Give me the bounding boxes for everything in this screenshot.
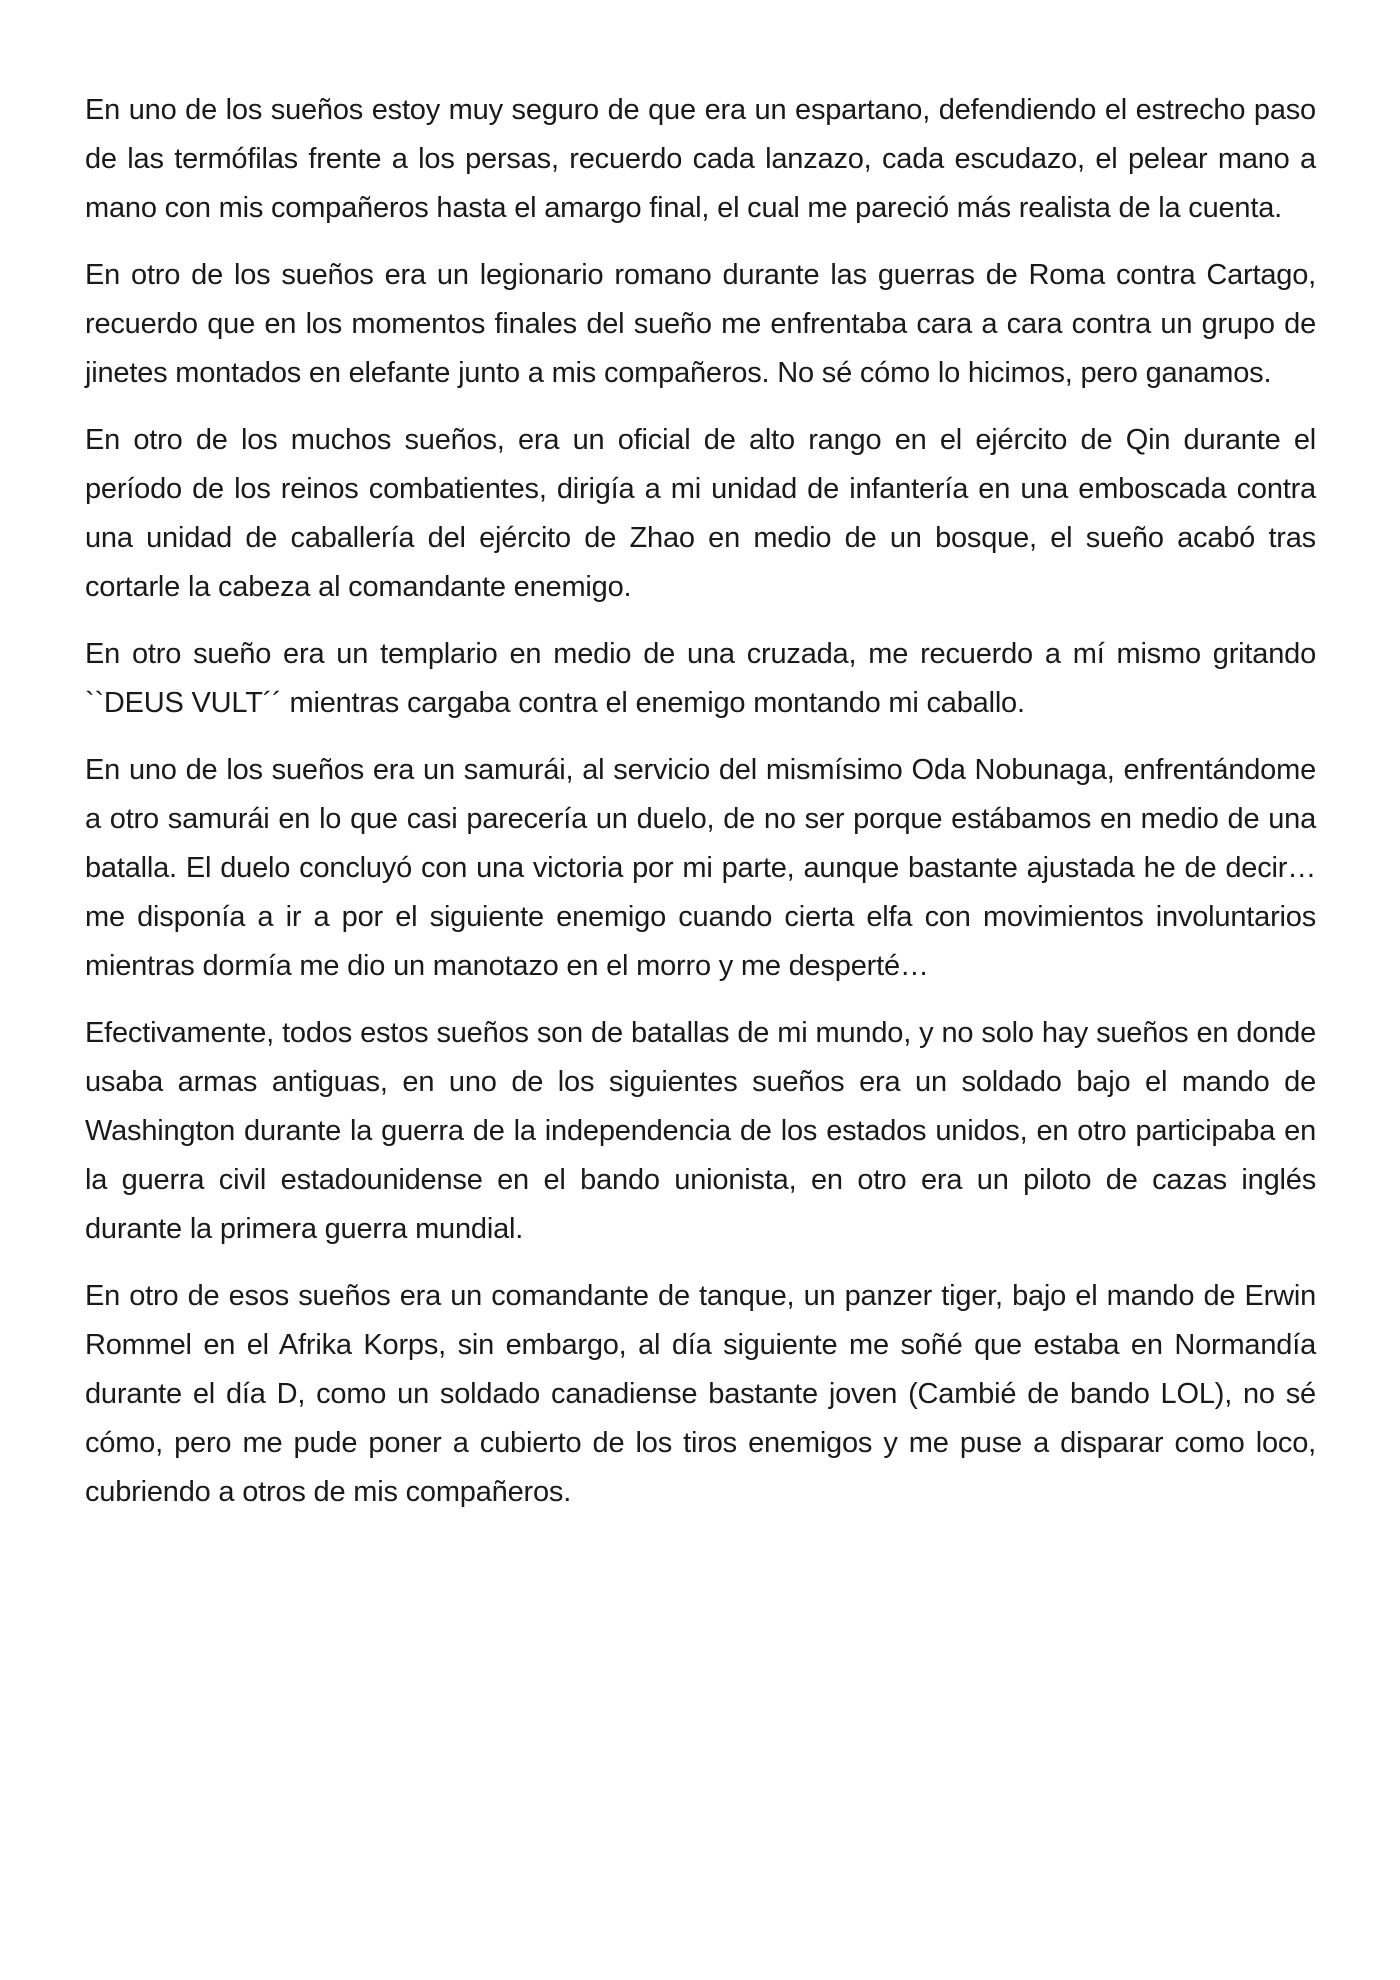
paragraph-samurai-dream: En uno de los sueños era un samurái, al servicio del mismísimo Oda Nobunaga, enfrentándome a otro samurái en lo que casi parecería un duelo, de no ser porque estábamos en medio de una batalla. El duelo concluyó con una victoria por mi parte, aunque bastante ajustada he de decir… me disponía a ir a por el siguiente enemigo cuando cierta elfa con movimientos involuntarios mientras dormía me dio un manotazo en el morro y me desperté… (85, 754, 1316, 982)
paragraph-modern-wars-dreams: Efectivamente, todos estos sueños son de batallas de mi mundo, y no solo hay sueños en donde usaba armas antiguas, en uno de los siguientes sueños era un soldado bajo el mando de Washington durante la guerra de la independencia de los estados unidos, en otro participaba en la guerra civil estadounidense en el bando unionista, en otro era un piloto de cazas inglés durante la primera guerra mundial. (85, 1017, 1316, 1245)
paragraph-qin-officer-dream: En otro de los muchos sueños, era un oficial de alto rango en el ejército de Qin durante el período de los reinos combatientes, dirigía a mi unidad de infantería en una emboscada contra una unidad de caballería del ejército de Zhao en medio de un bosque, el sueño acabó tras cortarle la cabeza al comandante enemigo. (85, 424, 1316, 603)
paragraph-tank-commander-dream: En otro de esos sueños era un comandante de tanque, un panzer tiger, bajo el mando de Erwin Rommel en el Afrika Korps, sin embargo, al día siguiente me soñé que estaba en Normandía durante el día D, como un soldado canadiense bastante joven (Cambié de bando LOL), no sé cómo, pero me pude poner a cubierto de los tiros enemigos y me puse a disparar como loco, cubriendo a otros de mis compañeros. (85, 1280, 1316, 1508)
paragraph-spartan-dream: En uno de los sueños estoy muy seguro de que era un espartano, defendiendo el estrecho paso de las termófilas frente a los persas, recuerdo cada lanzazo, cada escudazo, el pelear mano a mano con mis compañeros hasta el amargo final, el cual me pareció más realista de la cuenta. (85, 94, 1316, 224)
paragraph-templar-dream: En otro sueño era un templario en medio de una cruzada, me recuerdo a mí mismo gritando ``DEUS VULT´´ mientras cargaba contra el enemigo montando mi caballo. (85, 638, 1316, 719)
paragraph-roman-legionary-dream: En otro de los sueños era un legionario romano durante las guerras de Roma contra Cartago, recuerdo que en los momentos finales del sueño me enfrentaba cara a cara contra un grupo de jinetes montados en elefante junto a mis compañeros. No sé cómo lo hicimos, pero ganamos. (85, 259, 1316, 389)
document-body (85, 86, 1316, 1517)
